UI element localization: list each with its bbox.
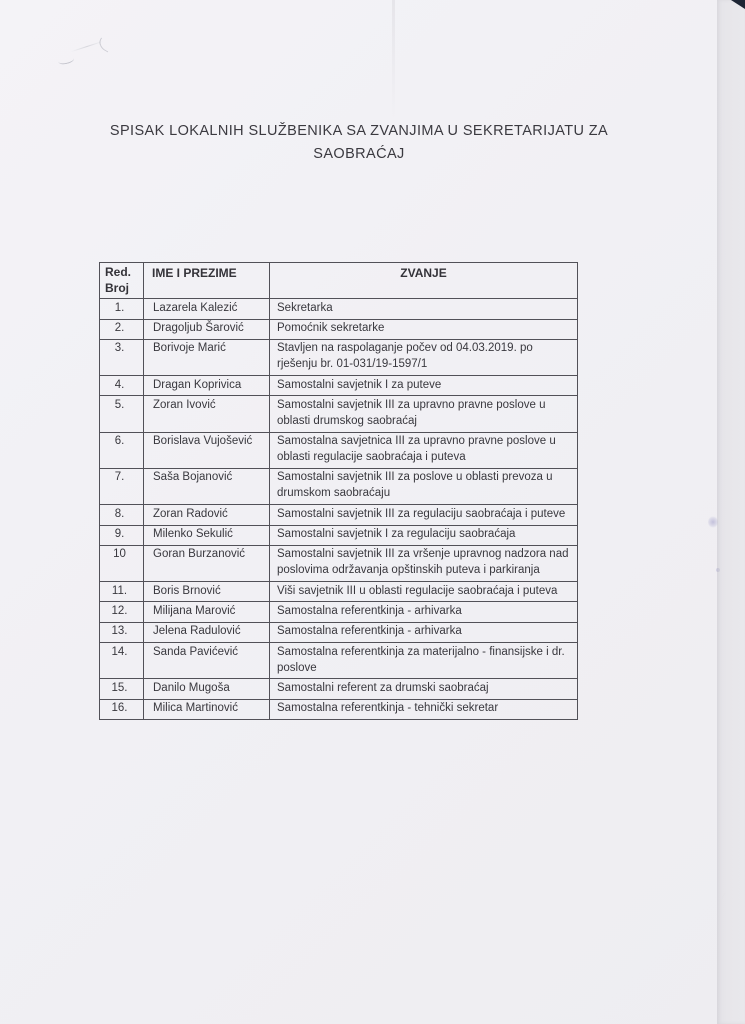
- paper-crease: [392, 0, 395, 120]
- header-ordinal-line1: Red.: [105, 265, 132, 279]
- position-cell: Samostalna referentkinja - tehnički sekretar: [270, 699, 578, 719]
- position-cell: Viši savjetnik III u oblasti regulacije saobraćaja i puteva: [270, 582, 578, 602]
- table-row: [100, 699, 578, 719]
- name-cell: Zoran Radović: [144, 505, 270, 525]
- name-cell: Dragan Koprivica: [144, 376, 270, 396]
- table-row: [100, 643, 578, 679]
- row-number-cell: 16.: [100, 699, 144, 719]
- name-cell: Boris Brnović: [144, 582, 270, 602]
- name-cell: Saša Bojanović: [144, 468, 270, 504]
- name-cell: Milica Martinović: [144, 699, 270, 719]
- position-cell: Pomoćnik sekretarke: [270, 319, 578, 339]
- pencil-mark: [57, 54, 74, 65]
- document-title-line1: SPISAK LOKALNIH SLUŽBENIKA SA ZVANJIMA U SEKRETARIJATU ZA: [109, 123, 609, 139]
- table-row: [100, 432, 578, 468]
- pencil-mark: [71, 41, 104, 52]
- table-row: [100, 602, 578, 622]
- position-cell: Samostalni savjetnik III za poslove u oblasti prevoza u drumskom saobraćaju: [270, 468, 578, 504]
- position-cell: Samostalni savjetnik III za upravno pravne poslove u oblasti drumskog saobraćaj: [270, 396, 578, 432]
- header-ordinal-line2: Broj: [105, 280, 129, 295]
- name-cell: Milijana Marović: [144, 602, 270, 622]
- table-header: [100, 263, 578, 299]
- table-row: [100, 545, 578, 581]
- table-row: [100, 525, 578, 545]
- row-number-cell: 13.: [100, 622, 144, 642]
- name-cell: Borislava Vujošević: [144, 432, 270, 468]
- name-cell: Zoran Ivović: [144, 396, 270, 432]
- row-number-cell: 15.: [100, 679, 144, 699]
- position-cell: Samostalna referentkinja - arhivarka: [270, 602, 578, 622]
- position-cell: Sekretarka: [270, 299, 578, 319]
- document-title: [0, 120, 718, 166]
- staff-roster-table: [99, 262, 578, 720]
- table-row: [100, 622, 578, 642]
- table-row: [100, 319, 578, 339]
- position-cell: Samostalna savjetnica III za upravno pravne poslove u oblasti regulacije saobraćaja i puteva: [270, 432, 578, 468]
- row-number-cell: 12.: [100, 602, 144, 622]
- table-row: [100, 505, 578, 525]
- name-cell: Danilo Mugoša: [144, 679, 270, 699]
- name-cell: Jelena Radulović: [144, 622, 270, 642]
- scanner-edge-strip: [717, 0, 745, 1024]
- header-row: [100, 263, 578, 299]
- table-row: [100, 396, 578, 432]
- row-number-cell: 9.: [100, 525, 144, 545]
- row-number-cell: 8.: [100, 505, 144, 525]
- position-cell: Samostalni savjetnik III za vršenje upravnog nadzora nad poslovima održavanja opštinskih puteva i parkiranja: [270, 545, 578, 581]
- position-cell: Samostalna referentkinja - arhivarka: [270, 622, 578, 642]
- name-cell: Dragoljub Šarović: [144, 319, 270, 339]
- name-cell: Sanda Pavićević: [144, 643, 270, 679]
- position-cell: Samostalni savjetnik I za puteve: [270, 376, 578, 396]
- row-number-cell: 4.: [100, 376, 144, 396]
- row-number-cell: 3.: [100, 339, 144, 375]
- name-cell: Milenko Sekulić: [144, 525, 270, 545]
- position-cell: Stavljen na raspolaganje počev od 04.03.2019. po rješenju br. 01-031/19-1597/1: [270, 339, 578, 375]
- row-number-cell: 7.: [100, 468, 144, 504]
- position-cell: Samostalna referentkinja za materijalno - finansijske i dr. poslove: [270, 643, 578, 679]
- table-row: [100, 582, 578, 602]
- position-cell: Samostalni referent za drumski saobraćaj: [270, 679, 578, 699]
- table-row: [100, 468, 578, 504]
- table-row: [100, 299, 578, 319]
- row-number-cell: 11.: [100, 582, 144, 602]
- row-number-cell: 6.: [100, 432, 144, 468]
- document-title-line2: SAOBRAĆAJ: [313, 146, 405, 163]
- pencil-mark: [96, 38, 112, 53]
- name-cell: Lazarela Kalezić: [144, 299, 270, 319]
- position-cell: Samostalni savjetnik I za regulaciju saobraćaja: [270, 525, 578, 545]
- header-ordinal-number: [100, 263, 144, 299]
- row-number-cell: 5.: [100, 396, 144, 432]
- header-name: IME I PREZIME: [144, 263, 270, 299]
- row-number-cell: 2.: [100, 319, 144, 339]
- row-number-cell: 14.: [100, 643, 144, 679]
- table-row: [100, 339, 578, 375]
- row-number-cell: 10: [100, 545, 144, 581]
- header-position: ZVANJE: [270, 263, 578, 299]
- table-row: [100, 376, 578, 396]
- row-number-cell: 1.: [100, 299, 144, 319]
- position-cell: Samostalni savjetnik III za regulaciju saobraćaja i puteve: [270, 505, 578, 525]
- name-cell: Borivoje Marić: [144, 339, 270, 375]
- name-cell: Goran Burzanović: [144, 545, 270, 581]
- table-row: [100, 679, 578, 699]
- table-body: [100, 299, 578, 720]
